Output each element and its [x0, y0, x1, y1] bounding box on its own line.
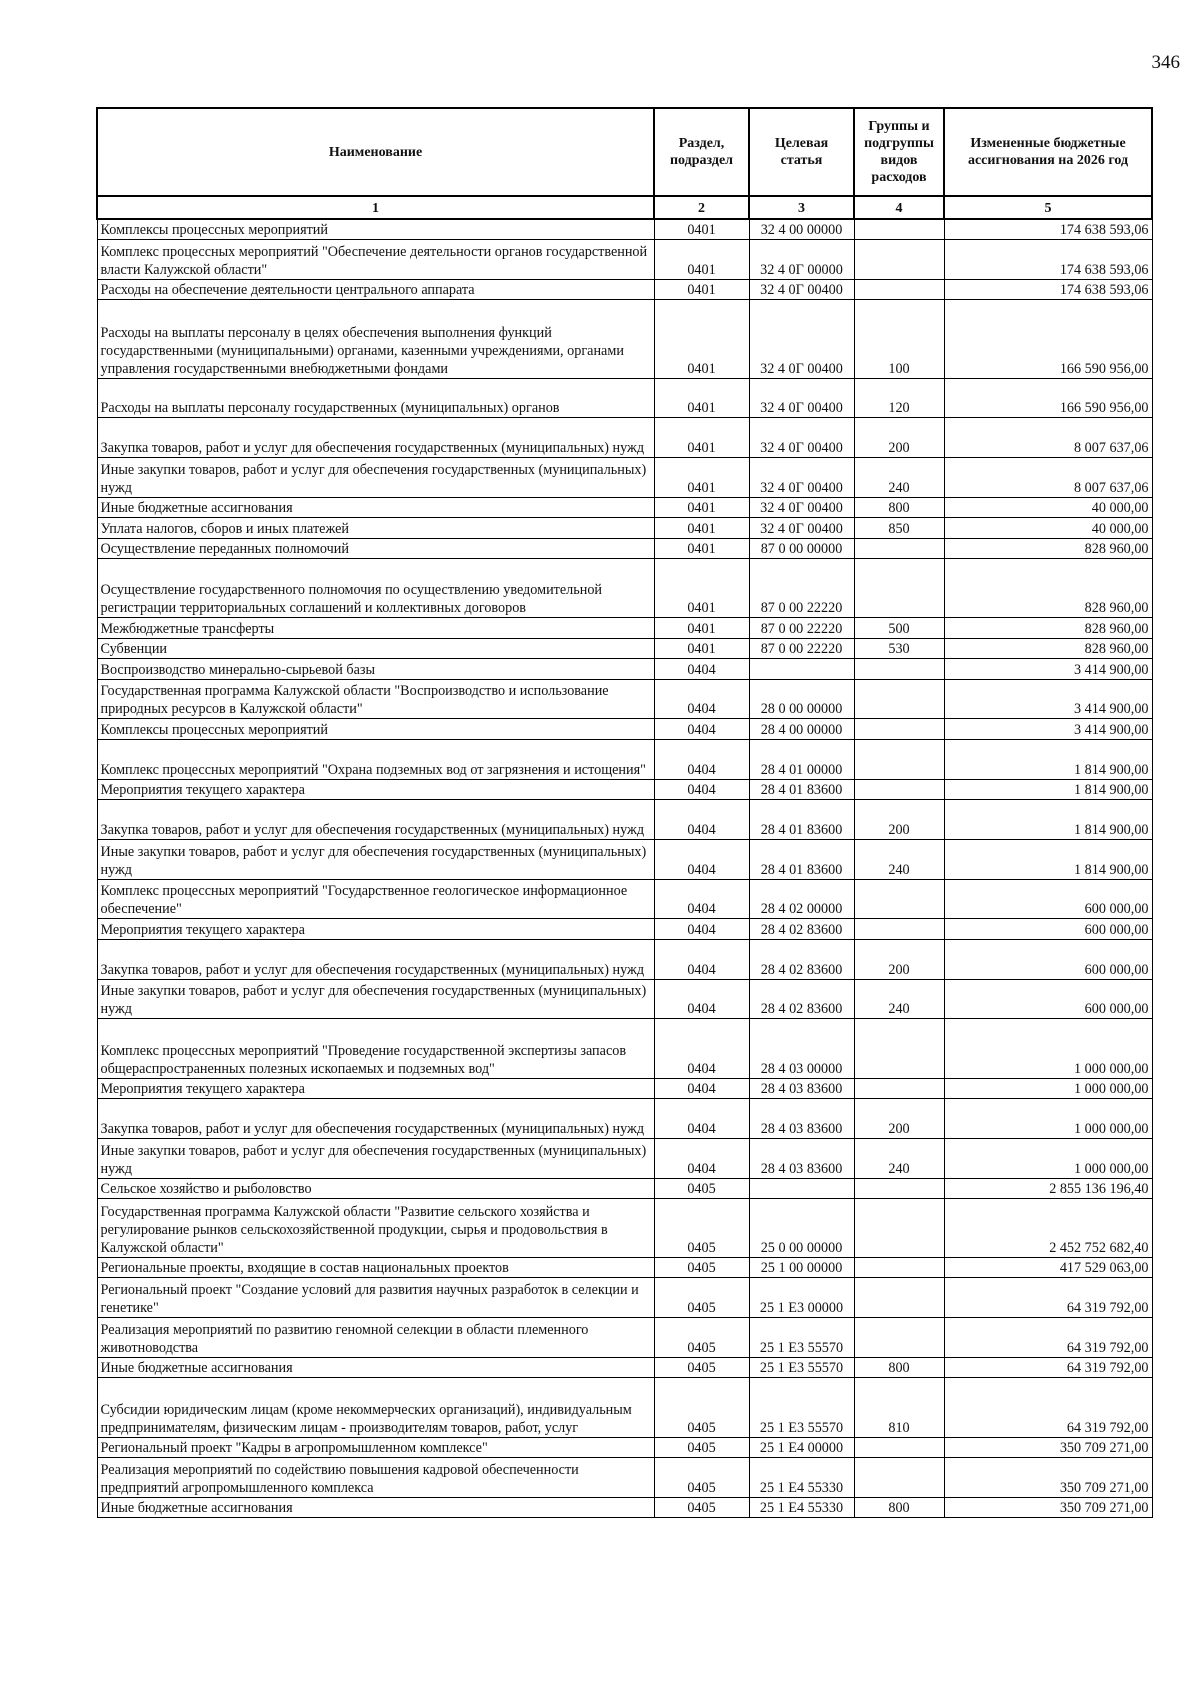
row-target-article: 28 0 00 00000	[749, 679, 854, 719]
row-amount: 2 452 752 682,40	[944, 1198, 1152, 1257]
row-amount: 600 000,00	[944, 939, 1152, 979]
row-name: Закупка товаров, работ и услуг для обеспечения государственных (муниципальных) нужд	[97, 1098, 654, 1138]
row-expense-group	[854, 219, 944, 239]
row-name: Государственная программа Калужской области "Развитие сельского хозяйства и регулирование рынков сельскохозяйственной продукции, сырья и продовольствия в Калужской области"	[97, 1198, 654, 1257]
row-expense-group: 240	[854, 458, 944, 498]
row-amount: 417 529 063,00	[944, 1258, 1152, 1278]
row-expense-group: 800	[854, 1358, 944, 1378]
row-name: Региональный проект "Кадры в агропромышленном комплексе"	[97, 1437, 654, 1457]
row-section: 0401	[654, 279, 749, 299]
row-name: Реализация мероприятий по развитию геномной селекции в области племенного животноводства	[97, 1318, 654, 1358]
row-section: 0401	[654, 559, 749, 618]
table-row	[97, 518, 1152, 538]
table-row	[97, 638, 1152, 658]
row-expense-group	[854, 879, 944, 919]
row-name: Межбюджетные трансферты	[97, 618, 654, 638]
row-section: 0404	[654, 919, 749, 939]
row-amount: 350 709 271,00	[944, 1497, 1152, 1517]
row-target-article: 28 4 00 00000	[749, 719, 854, 739]
row-target-article: 25 1 00 00000	[749, 1258, 854, 1278]
row-name: Расходы на выплаты персоналу государственных (муниципальных) органов	[97, 378, 654, 418]
row-expense-group	[854, 279, 944, 299]
row-expense-group: 800	[854, 498, 944, 518]
table-row	[97, 1098, 1152, 1138]
row-target-article	[749, 659, 854, 679]
table-row	[97, 219, 1152, 239]
table-row	[97, 458, 1152, 498]
row-name: Иные закупки товаров, работ и услуг для обеспечения государственных (муниципальных) нужд	[97, 1138, 654, 1178]
row-expense-group	[854, 1078, 944, 1098]
row-target-article: 32 4 0Г 00400	[749, 518, 854, 538]
row-name: Уплата налогов, сборов и иных платежей	[97, 518, 654, 538]
row-expense-group: 200	[854, 418, 944, 458]
row-section: 0405	[654, 1497, 749, 1517]
row-name: Субвенции	[97, 638, 654, 658]
table-row	[97, 719, 1152, 739]
row-target-article: 28 4 03 83600	[749, 1098, 854, 1138]
row-name: Иные бюджетные ассигнования	[97, 1497, 654, 1517]
table-row	[97, 239, 1152, 279]
row-amount: 174 638 593,06	[944, 279, 1152, 299]
row-amount: 3 414 900,00	[944, 679, 1152, 719]
row-target-article: 28 4 01 00000	[749, 739, 854, 779]
row-target-article: 32 4 0Г 00400	[749, 458, 854, 498]
table-row	[97, 1378, 1152, 1437]
row-section: 0404	[654, 839, 749, 879]
row-section: 0404	[654, 739, 749, 779]
table-row	[97, 1178, 1152, 1198]
row-target-article: 28 4 01 83600	[749, 839, 854, 879]
row-section: 0405	[654, 1437, 749, 1457]
row-target-article: 25 1 E4 00000	[749, 1437, 854, 1457]
row-section: 0404	[654, 1078, 749, 1098]
row-name: Комплекс процессных мероприятий "Проведение государственной экспертизы запасов общераспространенных полезных ископаемых и подземных вод"	[97, 1019, 654, 1078]
table-row	[97, 300, 1152, 379]
row-amount: 2 855 136 196,40	[944, 1178, 1152, 1198]
row-expense-group: 240	[854, 979, 944, 1019]
row-section: 0404	[654, 799, 749, 839]
row-amount: 600 000,00	[944, 879, 1152, 919]
row-amount: 1 000 000,00	[944, 1078, 1152, 1098]
table-row	[97, 879, 1152, 919]
row-target-article: 28 4 03 83600	[749, 1138, 854, 1178]
row-name: Региональный проект "Создание условий для развития научных разработок в селекции и генетике"	[97, 1278, 654, 1318]
table-row	[97, 1019, 1152, 1078]
row-name: Иные бюджетные ассигнования	[97, 498, 654, 518]
row-section: 0405	[654, 1198, 749, 1257]
row-expense-group	[854, 739, 944, 779]
column-number-1: 1	[97, 196, 654, 219]
row-amount: 3 414 900,00	[944, 659, 1152, 679]
row-expense-group: 530	[854, 638, 944, 658]
page-number: 346	[1151, 52, 1180, 73]
row-amount: 174 638 593,06	[944, 219, 1152, 239]
row-expense-group: 810	[854, 1378, 944, 1437]
row-amount: 828 960,00	[944, 538, 1152, 558]
row-expense-group	[854, 719, 944, 739]
row-expense-group	[854, 1258, 944, 1278]
row-name: Комплекс процессных мероприятий "Обеспечение деятельности органов государственной власти Калужской области"	[97, 239, 654, 279]
row-amount: 828 960,00	[944, 638, 1152, 658]
table-header-row	[97, 108, 1152, 196]
row-amount: 1 814 900,00	[944, 839, 1152, 879]
row-expense-group	[854, 1437, 944, 1457]
table-row	[97, 799, 1152, 839]
row-name: Мероприятия текущего характера	[97, 779, 654, 799]
row-section: 0401	[654, 498, 749, 518]
table-row	[97, 1458, 1152, 1498]
row-target-article: 87 0 00 22220	[749, 618, 854, 638]
row-expense-group	[854, 1178, 944, 1198]
table-row	[97, 418, 1152, 458]
row-amount: 1 814 900,00	[944, 779, 1152, 799]
table-body	[97, 219, 1152, 1518]
row-name: Расходы на обеспечение деятельности центрального аппарата	[97, 279, 654, 299]
row-amount: 350 709 271,00	[944, 1458, 1152, 1498]
header-expense-group: Группы и подгруппы видов расходов	[854, 108, 944, 196]
row-target-article: 25 1 E3 55570	[749, 1358, 854, 1378]
row-amount: 828 960,00	[944, 618, 1152, 638]
table-row	[97, 498, 1152, 518]
header-target-article: Целевая статья	[749, 108, 854, 196]
row-section: 0401	[654, 518, 749, 538]
row-amount: 40 000,00	[944, 498, 1152, 518]
row-expense-group: 200	[854, 939, 944, 979]
row-target-article: 87 0 00 00000	[749, 538, 854, 558]
row-target-article: 28 4 02 83600	[749, 939, 854, 979]
row-section: 0401	[654, 458, 749, 498]
row-target-article: 28 4 03 00000	[749, 1019, 854, 1078]
header-allocations: Измененные бюджетные ассигнования на 2026 год	[944, 108, 1152, 196]
row-expense-group	[854, 1198, 944, 1257]
row-expense-group	[854, 659, 944, 679]
row-section: 0405	[654, 1458, 749, 1498]
row-name: Комплекс процессных мероприятий "Охрана подземных вод от загрязнения и истощения"	[97, 739, 654, 779]
row-name: Субсидии юридическим лицам (кроме некоммерческих организаций), индивидуальным предпринимателям, физическим лицам - производителям товаров, работ, услуг	[97, 1378, 654, 1437]
table-row	[97, 1138, 1152, 1178]
row-amount: 350 709 271,00	[944, 1437, 1152, 1457]
table-row	[97, 559, 1152, 618]
row-expense-group: 240	[854, 839, 944, 879]
row-name: Иные закупки товаров, работ и услуг для обеспечения государственных (муниципальных) нужд	[97, 458, 654, 498]
row-name: Закупка товаров, работ и услуг для обеспечения государственных (муниципальных) нужд	[97, 799, 654, 839]
table-row	[97, 1437, 1152, 1457]
table-row	[97, 378, 1152, 418]
row-target-article: 32 4 0Г 00400	[749, 418, 854, 458]
row-section: 0404	[654, 679, 749, 719]
column-number-2: 2	[654, 196, 749, 219]
row-name: Расходы на выплаты персоналу в целях обеспечения выполнения функций государственными (муниципальными) органами, казенными учреждениями, органами управления государственными внебюджетными фондами	[97, 300, 654, 379]
row-target-article: 28 4 02 00000	[749, 879, 854, 919]
table-row	[97, 919, 1152, 939]
row-amount: 1 000 000,00	[944, 1098, 1152, 1138]
row-section: 0401	[654, 378, 749, 418]
row-expense-group: 100	[854, 300, 944, 379]
row-expense-group: 200	[854, 1098, 944, 1138]
row-amount: 1 000 000,00	[944, 1019, 1152, 1078]
row-name: Иные бюджетные ассигнования	[97, 1358, 654, 1378]
row-target-article: 25 1 E3 55570	[749, 1378, 854, 1437]
table-row	[97, 659, 1152, 679]
row-amount: 40 000,00	[944, 518, 1152, 538]
table-row	[97, 279, 1152, 299]
row-name: Воспроизводство минерально-сырьевой базы	[97, 659, 654, 679]
table-row	[97, 538, 1152, 558]
budget-table	[96, 107, 1153, 1518]
table-row	[97, 979, 1152, 1019]
row-target-article	[749, 1178, 854, 1198]
row-name: Мероприятия текущего характера	[97, 919, 654, 939]
row-target-article: 32 4 0Г 00400	[749, 279, 854, 299]
row-target-article: 32 4 0Г 00400	[749, 498, 854, 518]
row-target-article: 32 4 00 00000	[749, 219, 854, 239]
row-section: 0401	[654, 300, 749, 379]
row-amount: 8 007 637,06	[944, 458, 1152, 498]
row-name: Комплекс процессных мероприятий "Государственное геологическое информационное обеспечение"	[97, 879, 654, 919]
row-name: Осуществление переданных полномочий	[97, 538, 654, 558]
row-name: Комплексы процессных мероприятий	[97, 219, 654, 239]
row-section: 0401	[654, 239, 749, 279]
column-number-5: 5	[944, 196, 1152, 219]
row-target-article: 32 4 0Г 00000	[749, 239, 854, 279]
row-section: 0401	[654, 538, 749, 558]
row-amount: 64 319 792,00	[944, 1278, 1152, 1318]
row-section: 0404	[654, 719, 749, 739]
row-name: Государственная программа Калужской области "Воспроизводство и использование природных ресурсов в Калужской области"	[97, 679, 654, 719]
row-amount: 1 814 900,00	[944, 739, 1152, 779]
row-amount: 166 590 956,00	[944, 378, 1152, 418]
row-amount: 1 000 000,00	[944, 1138, 1152, 1178]
row-expense-group	[854, 1278, 944, 1318]
row-target-article: 32 4 0Г 00400	[749, 378, 854, 418]
row-section: 0404	[654, 659, 749, 679]
row-name: Иные закупки товаров, работ и услуг для обеспечения государственных (муниципальных) нужд	[97, 979, 654, 1019]
header-name: Наименование	[97, 108, 654, 196]
row-expense-group	[854, 1019, 944, 1078]
row-expense-group: 800	[854, 1497, 944, 1517]
row-name: Комплексы процессных мероприятий	[97, 719, 654, 739]
table-row	[97, 1198, 1152, 1257]
table-row	[97, 618, 1152, 638]
row-amount: 64 319 792,00	[944, 1318, 1152, 1358]
row-expense-group	[854, 679, 944, 719]
row-target-article: 25 1 E4 55330	[749, 1497, 854, 1517]
row-target-article: 28 4 02 83600	[749, 979, 854, 1019]
row-section: 0405	[654, 1258, 749, 1278]
row-section: 0404	[654, 979, 749, 1019]
row-expense-group: 850	[854, 518, 944, 538]
row-section: 0404	[654, 879, 749, 919]
row-section: 0401	[654, 418, 749, 458]
row-expense-group	[854, 559, 944, 618]
row-target-article: 25 1 E3 55570	[749, 1318, 854, 1358]
row-section: 0405	[654, 1178, 749, 1198]
row-name: Закупка товаров, работ и услуг для обеспечения государственных (муниципальных) нужд	[97, 418, 654, 458]
row-target-article: 32 4 0Г 00400	[749, 300, 854, 379]
row-name: Реализация мероприятий по содействию повышения кадровой обеспеченности предприятий агропромышленного комплекса	[97, 1458, 654, 1498]
table-column-numbers-row	[97, 196, 1152, 219]
table-row	[97, 939, 1152, 979]
row-section: 0404	[654, 939, 749, 979]
row-name: Региональные проекты, входящие в состав национальных проектов	[97, 1258, 654, 1278]
table-row	[97, 1078, 1152, 1098]
header-section: Раздел, подраздел	[654, 108, 749, 196]
table-row	[97, 679, 1152, 719]
row-amount: 600 000,00	[944, 919, 1152, 939]
row-name: Иные закупки товаров, работ и услуг для обеспечения государственных (муниципальных) нужд	[97, 839, 654, 879]
table-row	[97, 739, 1152, 779]
row-section: 0401	[654, 618, 749, 638]
row-target-article: 87 0 00 22220	[749, 638, 854, 658]
row-amount: 3 414 900,00	[944, 719, 1152, 739]
row-amount: 166 590 956,00	[944, 300, 1152, 379]
row-section: 0405	[654, 1278, 749, 1318]
column-number-4: 4	[854, 196, 944, 219]
row-amount: 828 960,00	[944, 559, 1152, 618]
row-target-article: 28 4 02 83600	[749, 919, 854, 939]
row-section: 0404	[654, 1098, 749, 1138]
table-row	[97, 1278, 1152, 1318]
row-name: Осуществление государственного полномочия по осуществлению уведомительной регистрации территориальных соглашений и коллективных договоров	[97, 559, 654, 618]
row-amount: 600 000,00	[944, 979, 1152, 1019]
row-section: 0405	[654, 1378, 749, 1437]
row-section: 0401	[654, 219, 749, 239]
row-target-article: 28 4 03 83600	[749, 1078, 854, 1098]
row-section: 0405	[654, 1318, 749, 1358]
row-expense-group: 200	[854, 799, 944, 839]
row-amount: 1 814 900,00	[944, 799, 1152, 839]
table-row	[97, 779, 1152, 799]
row-section: 0404	[654, 1138, 749, 1178]
row-target-article: 28 4 01 83600	[749, 799, 854, 839]
row-target-article: 25 1 E3 00000	[749, 1278, 854, 1318]
table-row	[97, 1497, 1152, 1517]
table-row	[97, 1358, 1152, 1378]
table-row	[97, 1258, 1152, 1278]
row-section: 0404	[654, 779, 749, 799]
row-amount: 64 319 792,00	[944, 1358, 1152, 1378]
table-row	[97, 839, 1152, 879]
row-expense-group: 120	[854, 378, 944, 418]
row-expense-group	[854, 1318, 944, 1358]
row-target-article: 28 4 01 83600	[749, 779, 854, 799]
table-row	[97, 1318, 1152, 1358]
row-name: Закупка товаров, работ и услуг для обеспечения государственных (муниципальных) нужд	[97, 939, 654, 979]
row-target-article: 25 0 00 00000	[749, 1198, 854, 1257]
row-name: Сельское хозяйство и рыболовство	[97, 1178, 654, 1198]
row-section: 0405	[654, 1358, 749, 1378]
row-target-article: 25 1 E4 55330	[749, 1458, 854, 1498]
row-expense-group	[854, 779, 944, 799]
row-amount: 64 319 792,00	[944, 1378, 1152, 1437]
row-section: 0401	[654, 638, 749, 658]
row-amount: 174 638 593,06	[944, 239, 1152, 279]
row-section: 0404	[654, 1019, 749, 1078]
column-number-3: 3	[749, 196, 854, 219]
row-expense-group: 500	[854, 618, 944, 638]
row-expense-group: 240	[854, 1138, 944, 1178]
row-expense-group	[854, 919, 944, 939]
row-name: Мероприятия текущего характера	[97, 1078, 654, 1098]
row-amount: 8 007 637,06	[944, 418, 1152, 458]
row-target-article: 87 0 00 22220	[749, 559, 854, 618]
row-expense-group	[854, 239, 944, 279]
row-expense-group	[854, 538, 944, 558]
row-expense-group	[854, 1458, 944, 1498]
